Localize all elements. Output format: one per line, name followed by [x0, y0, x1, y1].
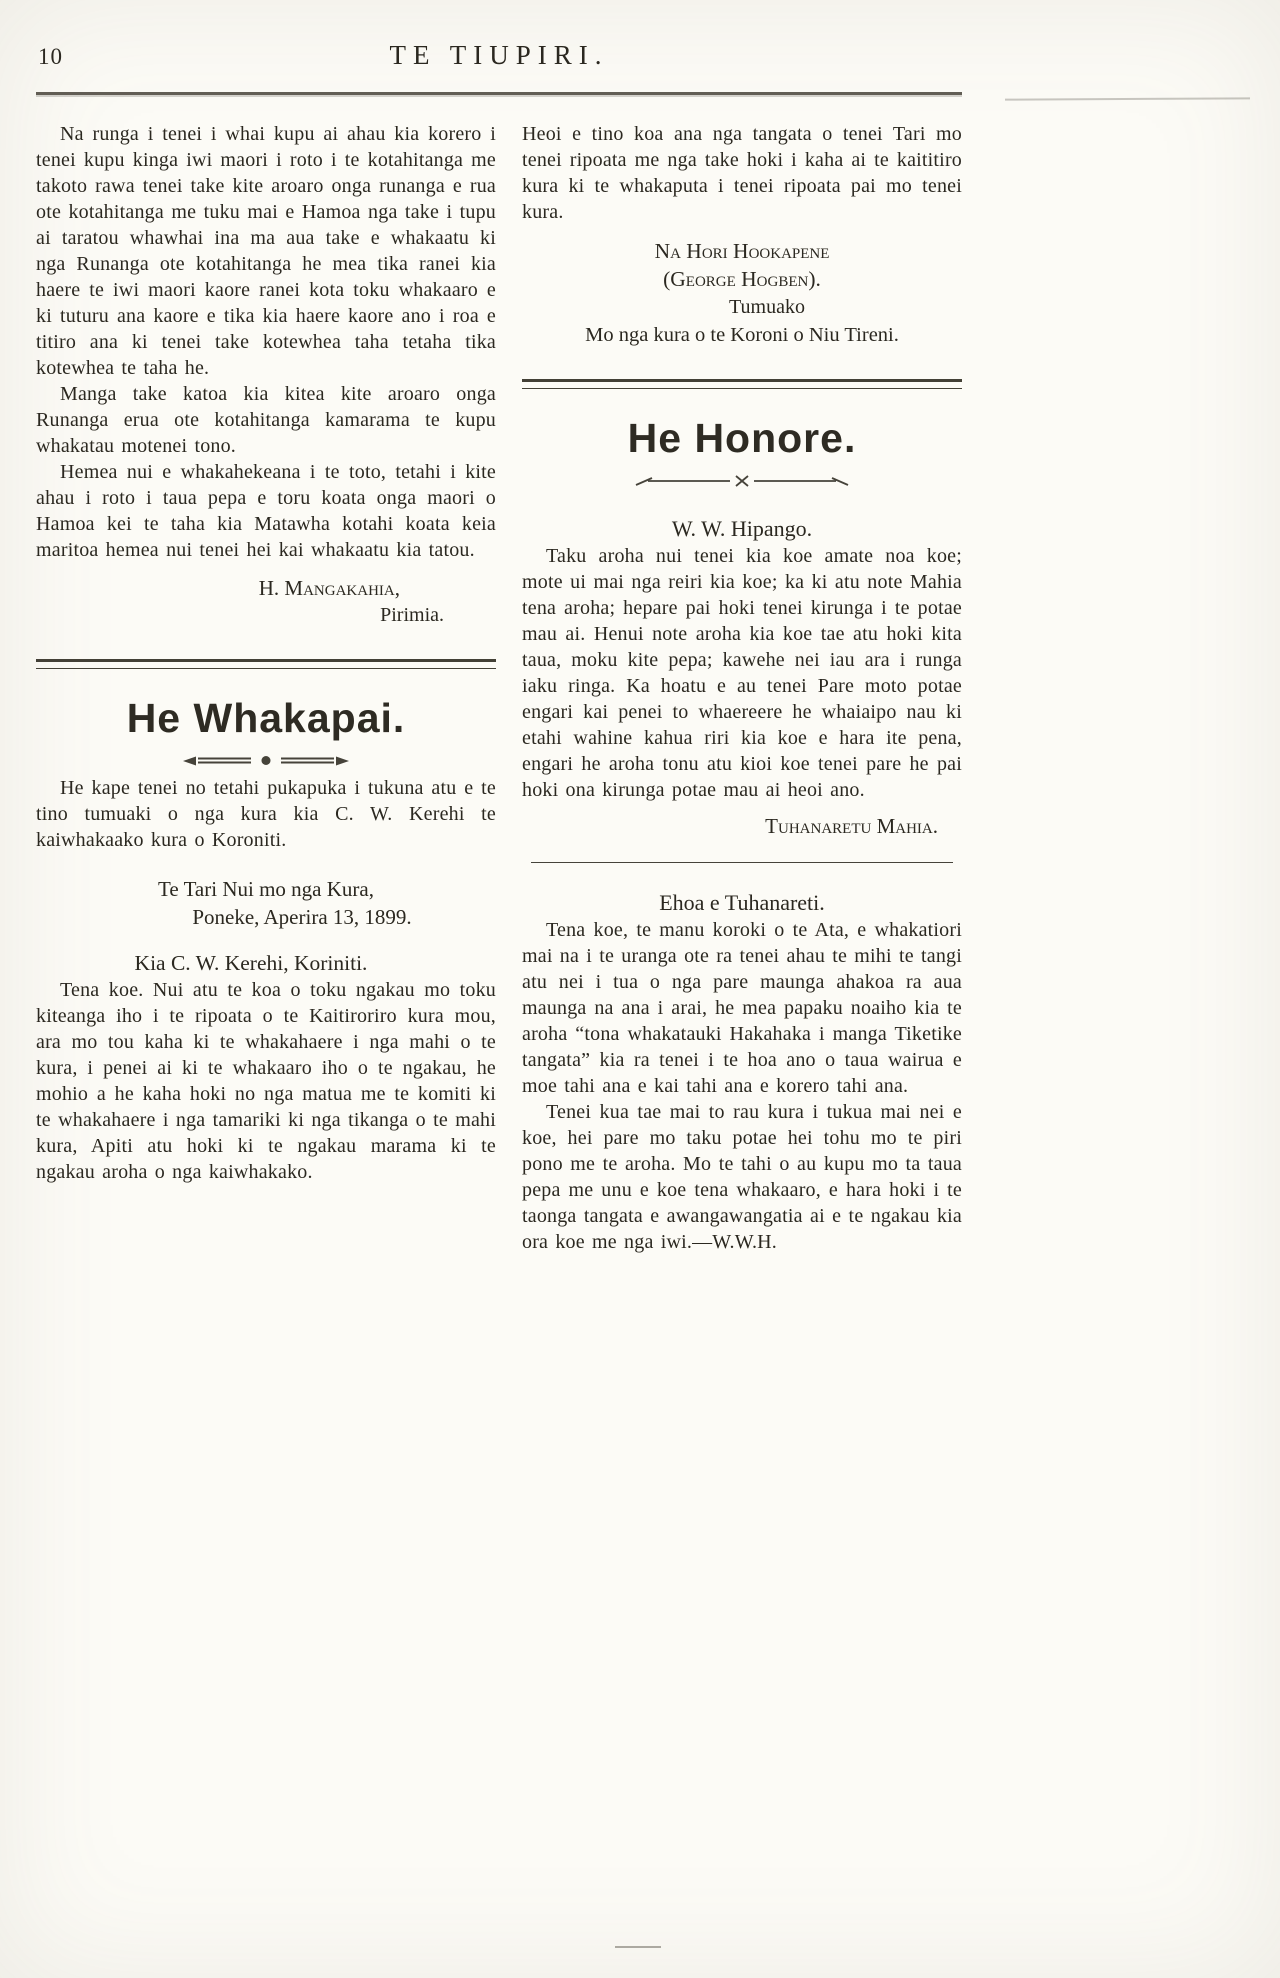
letter-body: Tenei kua tae mai to rau kura i tukua mai nei e koe, hei pare mo taku potae hei tohu mo te piri pono me te aroha. Mo te tahi o au kupu mo ta taua pepa me unu e koe tena whakaaro, e hara hoki i te taonga tangata e awangawangatia ai e te ngakau kia ora koe me nga iwi.—W.W.H.	[522, 1101, 962, 1253]
section-divider-thin	[531, 862, 953, 863]
article-paragraph: Heoi e tino koa ana nga tangata o tenei Tari mo tenei ripoata me nga take hoki i kaha ai te kaititiro kura ki te whakaputa i tenei ripoata pai mo tenei kura.	[522, 123, 962, 223]
section-divider	[36, 659, 496, 669]
letter-subheading: W. W. Hipango.	[671, 516, 813, 541]
heading-ornament	[36, 752, 496, 775]
letter-address-line: Te Tari Nui mo nga Kura,	[158, 877, 374, 901]
signature-parenthetical: (George Hogben).	[663, 267, 821, 291]
article-paragraph: Na runga i tenei i whai kupu ai ahau kia korero i tenei kupu kinga iwi maori i roto i te kotahitanga me takoto rawa tenei take kite aroaro onga runanga e rua ote kotahitanga me tuku mai e Hamoa nga take i tupu ai taratou whawhai ina ma aua take e whakaatu ki nga Runanga ote kotahitanga he mea tika ranei kia haere te iwi maori kaore ranei kota toku whakaaro e ki tuturu ana kaore e tika kia haere kaore ano i roa e titiro ana ki tenei take kotewhea taha tetaha tika kotewhea te taha he.	[36, 123, 496, 379]
signature-organisation: Mo nga kura o te Koroni o Niu Tireni.	[585, 324, 899, 346]
newspaper-title: TE TIUPIRI.	[389, 40, 609, 70]
article-heading: He Whakapai.	[126, 695, 406, 741]
signature-name: H. Mangakahia,	[258, 576, 400, 600]
letter-body: Tena koe. Nui atu te koa o toku ngakau mo toku kiteanga iho i te ripoata o te Kaitiroriro kura mou, ara mo tou kaha ki te whakahaere i nga mahi o te kura, i penei ai ki te whakaaro iho o te ngakau, he mohio a he kaha hoki no nga matua me te komiti ki te whakahaere i nga tamariki ki nga tikanga o te mahi kura, Apiti atu hoki ki te ngakau marama ki te ngakau aroha o nga kaiwhakako.	[36, 979, 496, 1183]
letter-address-block	[36, 875, 496, 931]
right-column	[522, 121, 962, 1255]
signature-name: Tuhanaretu Mahia.	[765, 814, 938, 838]
page-content	[36, 28, 962, 1255]
ornament-icon	[181, 752, 351, 770]
signature-name: Na Hori Hookapene	[654, 239, 830, 263]
letter-date-line: Poneke, Aperira 13, 1899.	[192, 905, 412, 929]
letter-salutation: Kia C. W. Kerehi, Koriniti.	[134, 951, 368, 975]
ornament-icon	[632, 472, 852, 490]
column-layout	[36, 121, 962, 1255]
letter-subheading: Ehoa e Tuhanareti.	[659, 890, 825, 915]
scan-artifact-rule	[1005, 97, 1250, 100]
heading-ornament	[522, 472, 962, 495]
letter-body: Taku aroha nui tenei kia koe amate noa koe; mote ui mai nga reiri kia koe; ka ki atu note Mahia tena aroha; hepare pai hoki tenei kirunga i te potae mau ai. Henui note aroha kia koe tae atu hoki kita taua, moku kite pepa; kawehe nei iau ara i runga iaku ringa. Ka hoatu e au tenei Pare moto potae engari kai penei to whaereere he whaiaipo nau ki etahi wahine kahua riri kia koe e hara ite pena, engari he aroha tonu atu kioi koe tenei pare he pai hoki ona kirunga potae mau ai heoi ano.	[522, 545, 962, 801]
letter-body: Tena koe, te manu koroki o te Ata, e whakatiori mai na i te uranga ote ra tenei ahau te mihi te tangi atu nei i tua o nga pare maunga ahakoa ra aua maunga na ana i arai, he mea papaku noaiho kia te aroha “tona whakatauki Hakahaka i manga Tiketike tangata” kia ra tenei i te hoa ano o taua wairua e moe tahi ana e kai tahi ana e korero tahi ana.	[522, 919, 962, 1097]
article-paragraph: Manga take katoa kia kitea kite aroaro onga Runanga erua ote kotahitanga kamarama te kupu whakatau motenei tono.	[36, 383, 496, 457]
signature-title: Tumuako	[729, 296, 805, 318]
header-rule	[36, 92, 962, 95]
section-divider	[522, 379, 962, 389]
page-header	[36, 28, 962, 92]
report-signature-block	[522, 237, 962, 349]
article-heading: He Honore.	[627, 415, 857, 461]
signature-role: Pirimia.	[380, 604, 444, 626]
letter-intro: He kape tenei no tetahi pukapuka i tukuna atu e te tino tumuaki o nga kura kia C. W. Kerehi te kaiwhakaako kura o Koroniti.	[36, 777, 496, 851]
article-paragraph: Hemea nui e whakahekeana i te toto, tetahi i kite ahau i roto i taua pepa e toru koata onga maori o Hamoa kei te taha kia Matawha kotahi koata keia maritoa hemea nui tenei hei kai whakaatu kia tatou.	[36, 461, 496, 561]
scan-artifact-mark	[615, 1946, 661, 1948]
page-number: 10	[38, 44, 63, 69]
left-column	[36, 121, 496, 1255]
